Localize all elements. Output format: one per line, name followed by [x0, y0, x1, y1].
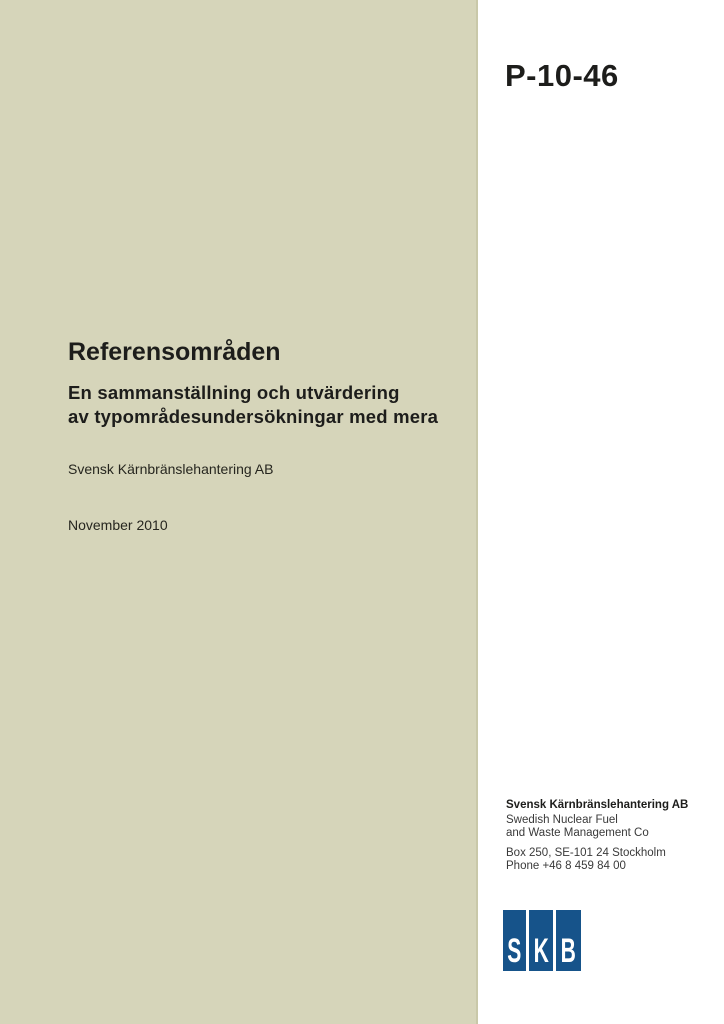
- report-subtitle-line2: av typområdesundersökningar med mera: [68, 406, 439, 427]
- skb-logo-bar-s: [503, 910, 526, 971]
- skb-logo: [503, 910, 577, 971]
- publisher-desc-line2: and Waste Management Co: [506, 826, 649, 839]
- publisher-address-group: [506, 847, 688, 873]
- publisher-address: Box 250, SE-101 24 Stockholm: [506, 847, 666, 860]
- report-date: November 2010: [68, 517, 168, 533]
- report-organization: Svensk Kärnbränslehantering AB: [68, 461, 274, 477]
- skb-logo-letter-k: K: [533, 932, 549, 970]
- skb-logo-letter-b: B: [560, 932, 577, 970]
- report-subtitle: [68, 381, 438, 429]
- publisher-desc-line1: Swedish Nuclear Fuel: [506, 813, 618, 826]
- publisher-company-name: Svensk Kärnbränslehantering AB: [506, 799, 689, 811]
- skb-logo-bar-b: [556, 910, 581, 971]
- skb-logo-bar-k: [529, 910, 554, 971]
- skb-logo-letter-s: S: [507, 932, 522, 970]
- report-title: Referensområden: [68, 338, 281, 366]
- report-subtitle-line1: En sammanställning och utvärdering: [68, 382, 400, 403]
- report-number: P-10-46: [505, 58, 619, 93]
- publisher-phone: Phone +46 8 459 84 00: [506, 860, 626, 873]
- publisher-info-block: [506, 799, 688, 873]
